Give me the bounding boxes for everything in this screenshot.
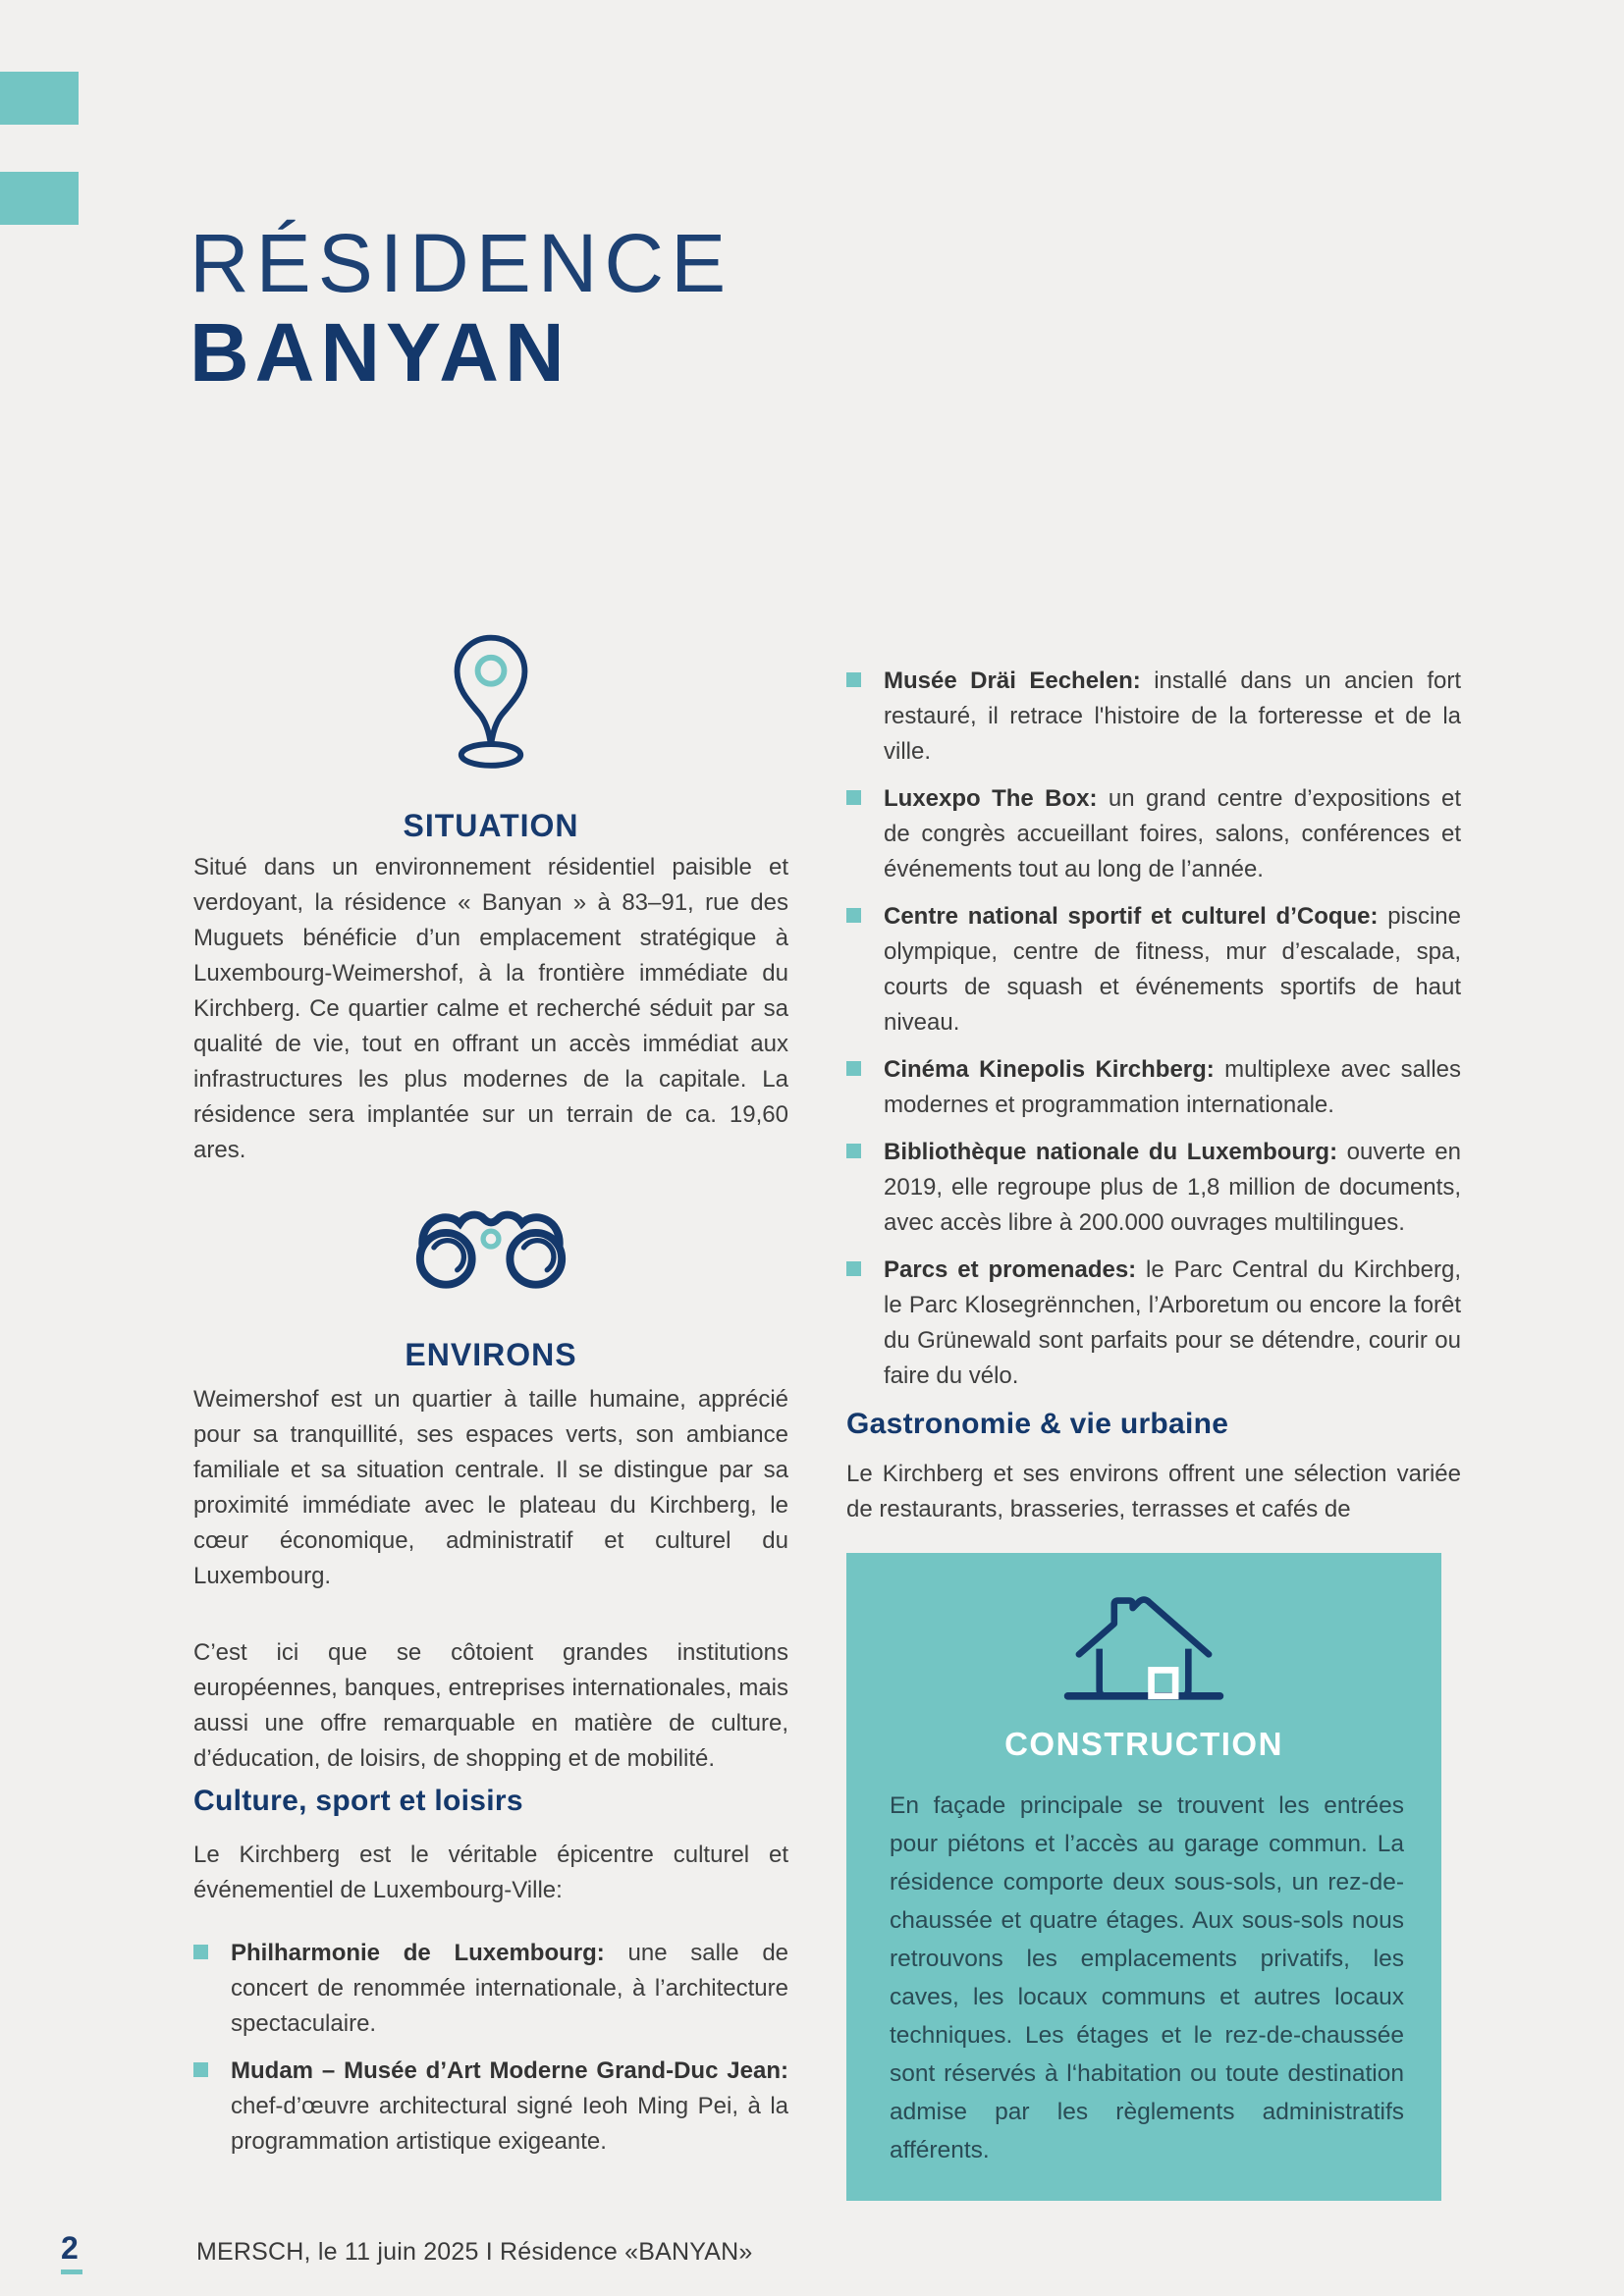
teal-accent-block-bottom: [0, 172, 79, 225]
list-item: [193, 2054, 788, 2160]
list-item-label: Musée Dräi Eechelen:: [884, 667, 1141, 694]
list-item: [846, 781, 1461, 887]
list-item-text: installé dans un ancien fort restauré, il retrace l'histoire de la forteresse et de la ville.: [884, 667, 1461, 765]
culture-sport-loisirs-heading: Culture, sport et loisirs: [193, 1785, 523, 1817]
list-item-text: multiplexe avec salles modernes et programmation internationale.: [884, 1056, 1462, 1118]
bullet-square-icon: [193, 2062, 208, 2077]
list-item-text: piscine olympique, centre de fitness, mur d’escalade, spa, courts de squash et événements sportifs de haut niveau.: [884, 903, 1461, 1036]
list-item: [846, 1052, 1461, 1123]
list-item-text: le Parc Central du Kirchberg, le Parc Klosegrënnchen, l’Arboretum ou encore la forêt du Grünewald sont parfaits pour se détendre, courir ou faire du vélo.: [884, 1256, 1461, 1389]
bullet-square-icon: [846, 1061, 861, 1076]
list-item: [846, 1253, 1461, 1394]
list-item-label: Mudam – Musée d’Art Moderne Grand-Duc Jean:: [231, 2057, 788, 2084]
teal-accent-block-top: [0, 72, 79, 125]
list-item: [193, 1936, 788, 2042]
page-title-line1: RÉSIDENCE: [189, 217, 733, 309]
list-item-label: Cinéma Kinepolis Kirchberg:: [884, 1056, 1215, 1083]
culture-intro: Le Kirchberg est le véritable épicentre culturel et événementiel de Luxembourg-Ville:: [193, 1842, 788, 1903]
page-number: 2: [61, 2230, 79, 2266]
house-icon: [846, 1580, 1441, 1706]
list-item-text: un grand centre d’expositions et de congrès accueillant foires, salons, conférences et événements tout au long de l’année.: [884, 785, 1462, 882]
binoculars-icon: [193, 1201, 788, 1292]
bullet-square-icon: [846, 672, 861, 687]
bullet-square-icon: [193, 1945, 208, 1959]
construction-box: [846, 1553, 1441, 2201]
list-item-label: Philharmonie de Luxembourg:: [231, 1940, 605, 1966]
environs-paragraph-2: C’est ici que se côtoient grandes institutions européennes, banques, entreprises internationales, mais aussi une offre remarquable en matière de culture, d’éducation, de loisirs, de shopping et de mobilité.: [193, 1639, 788, 1772]
list-item-label: Bibliothèque nationale du Luxembourg:: [884, 1139, 1338, 1165]
list-item-text: une salle de concert de renommée internationale, à l’architecture spectaculaire.: [231, 1940, 789, 2037]
construction-heading: CONSTRUCTION: [1004, 1726, 1283, 1762]
bullet-square-icon: [846, 1144, 861, 1158]
list-item: [846, 899, 1461, 1041]
list-item-text: chef-d’œuvre architectural signé Ieoh Ming Pei, à la programmation artistique exigeante.: [231, 2093, 788, 2155]
location-pin-icon: [193, 631, 788, 774]
gastronomie-heading: Gastronomie & vie urbaine: [846, 1408, 1229, 1440]
gastronomie-paragraph: Le Kirchberg et ses environs offrent une sélection variée de restaurants, brasseries, terrasses et cafés de: [846, 1461, 1461, 1522]
environs-paragraph-1: Weimershof est un quartier à taille humaine, apprécié pour sa tranquillité, ses espaces verts, son ambiance familiale et sa situation centrale. Il se distingue par sa proximité immédiate avec le plateau du Kirchberg, le cœur économique, administratif et culturel du Luxembourg.: [193, 1386, 788, 1589]
list-item-label: Luxexpo The Box:: [884, 785, 1098, 812]
footer-text: MERSCH, le 11 juin 2025 I Résidence «BANYAN»: [196, 2238, 753, 2266]
list-item-label: Centre national sportif et culturel d’Coque:: [884, 903, 1379, 930]
page-title-line2: BANYAN: [189, 306, 570, 399]
list-item: [846, 664, 1461, 770]
page-number-underline: [61, 2269, 82, 2274]
situation-heading: SITUATION: [403, 808, 579, 843]
bullet-square-icon: [846, 1261, 861, 1276]
list-item-text: ouverte en 2019, elle regroupe plus de 1,8 million de documents, avec accès libre à 200.000 ouvrages multilingues.: [884, 1139, 1462, 1236]
list-item-label: Parcs et promenades:: [884, 1256, 1137, 1283]
environs-heading: ENVIRONS: [405, 1337, 577, 1372]
bullet-square-icon: [846, 790, 861, 805]
list-item: [846, 1135, 1461, 1241]
culture-list: [193, 1936, 788, 2171]
bullet-square-icon: [846, 908, 861, 923]
attractions-list: [846, 664, 1461, 1406]
construction-paragraph: En façade principale se trouvent les entrées pour piétons et l’accès au garage commun. La résidence comporte deux sous-sols, un rez-de-chaussée et quatre étages. Aux sous-sols nous retrouvons les emplacements privatifs, les caves, les locaux communs et autres locaux techniques. Les étages et le rez-de-chaussée sont réservés à l‘habitation ou toute destination admise par les règlements administratifs afférents.: [890, 1792, 1404, 2163]
situation-paragraph: Situé dans un environnement résidentiel paisible et verdoyant, la résidence « Banyan » à 83–91, rue des Muguets bénéficie d’un emplacement stratégique à Luxembourg-Weimershof, à la frontière immédiate du Kirchberg. Ce quartier calme et recherché séduit par sa qualité de vie, tout en offrant un accès immédiat aux infrastructures les plus modernes de la capitale. La résidence sera implantée sur un terrain de ca. 19,60 ares.: [193, 854, 788, 1163]
